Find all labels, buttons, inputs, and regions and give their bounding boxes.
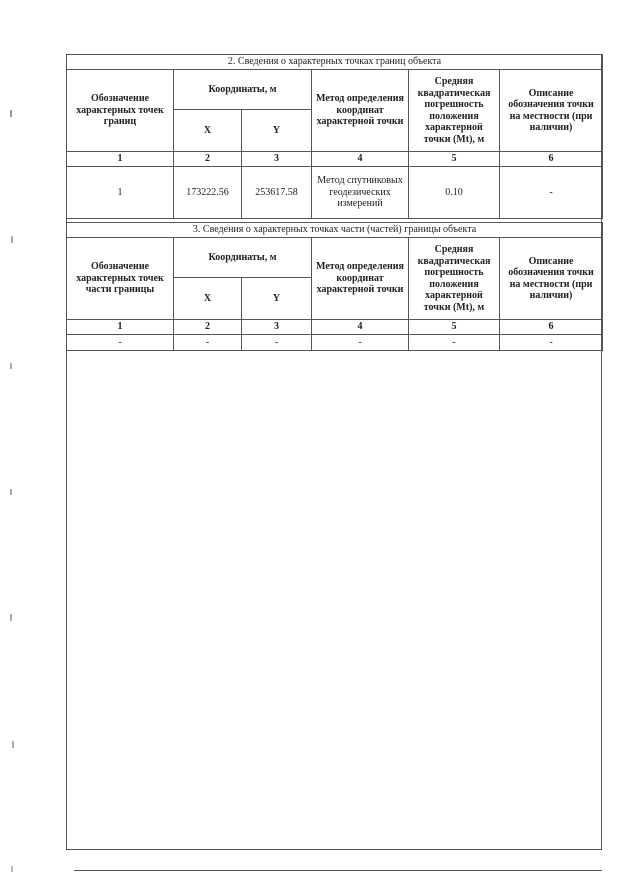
cell-description: - — [500, 335, 603, 351]
header-y: Y — [242, 278, 312, 320]
table-row — [67, 335, 603, 351]
column-numbers-row — [67, 152, 603, 167]
cell-method: Метод спутниковых геодезических измерений — [312, 167, 409, 219]
column-number: 6 — [500, 320, 603, 335]
header-x: X — [174, 278, 242, 320]
header-x: X — [174, 110, 242, 152]
cell-y: 253617.58 — [242, 167, 312, 219]
column-number: 1 — [67, 152, 174, 167]
table-row — [67, 167, 603, 219]
column-number: 3 — [242, 152, 312, 167]
column-number: 1 — [67, 320, 174, 335]
header-error: Средняя квадратическая погрешность положения характерной точки (Mt), м — [409, 70, 500, 152]
header-designation: Обозначение характерных точек части границы — [67, 238, 174, 320]
column-number: 4 — [312, 152, 409, 167]
header-error: Средняя квадратическая погрешность положения характерной точки (Mt), м — [409, 238, 500, 320]
header-designation: Обозначение характерных точек границ — [67, 70, 174, 152]
cell-x: 173222.56 — [174, 167, 242, 219]
cell-method: - — [312, 335, 409, 351]
cell-description: - — [500, 167, 603, 219]
points-table-section-3 — [66, 222, 603, 351]
column-number: 2 — [174, 152, 242, 167]
header-description: Описание обозначения точки на местности (при наличии) — [500, 238, 603, 320]
column-number: 5 — [409, 320, 500, 335]
bottom-rule — [74, 870, 602, 871]
cell-error: 0.10 — [409, 167, 500, 219]
column-number: 5 — [409, 152, 500, 167]
points-table-section-2 — [66, 54, 603, 219]
section-2-title: 2. Сведения о характерных точках границ объекта — [67, 55, 603, 70]
header-method: Метод определения координат характерной точки — [312, 70, 409, 152]
column-numbers-row — [67, 320, 603, 335]
column-number: 4 — [312, 320, 409, 335]
header-method: Метод определения координат характерной точки — [312, 238, 409, 320]
cell-x: - — [174, 335, 242, 351]
section-3-title: 3. Сведения о характерных точках части (частей) границы объекта — [67, 223, 603, 238]
header-description: Описание обозначения точки на местности (при наличии) — [500, 70, 603, 152]
cell-designation: 1 — [67, 167, 174, 219]
cell-error: - — [409, 335, 500, 351]
header-y: Y — [242, 110, 312, 152]
cell-designation: - — [67, 335, 174, 351]
header-coordinates: Координаты, м — [174, 238, 312, 278]
column-number: 6 — [500, 152, 603, 167]
header-coordinates: Координаты, м — [174, 70, 312, 110]
cell-y: - — [242, 335, 312, 351]
column-number: 3 — [242, 320, 312, 335]
column-number: 2 — [174, 320, 242, 335]
